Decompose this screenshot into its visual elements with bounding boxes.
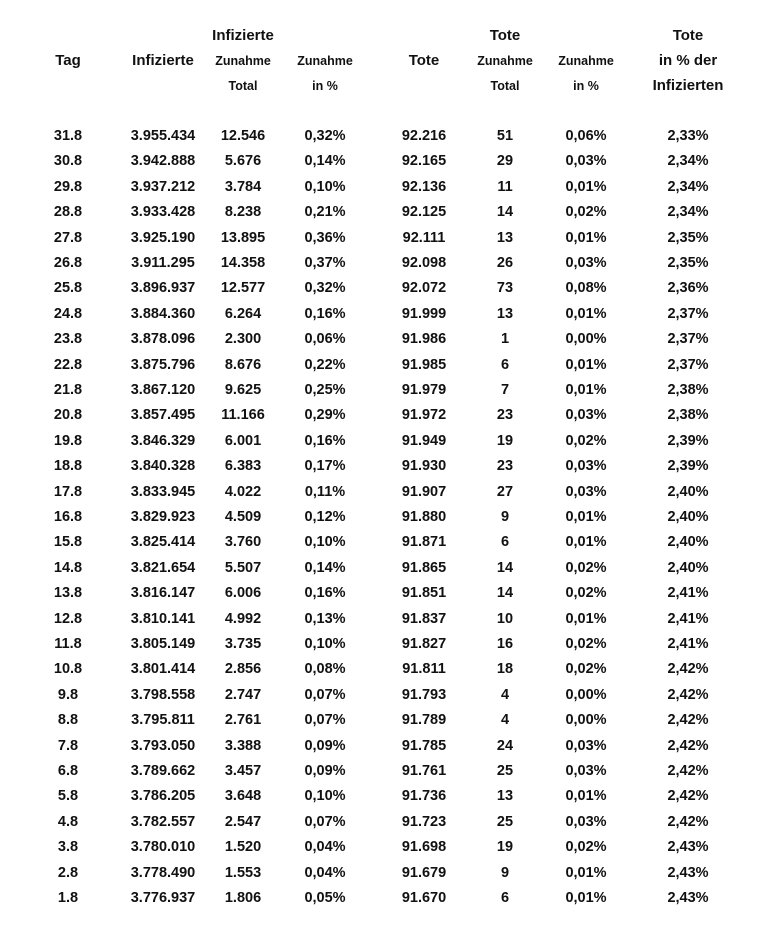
table-row	[0, 683, 774, 708]
cell-tote-zunahme-total: 29	[496, 153, 514, 170]
cell-infizierte: 3.789.662	[130, 763, 196, 779]
cell-tote-zunahme-pct: 0,01%	[565, 382, 607, 398]
cell-tote-zunahme-pct: 0,03%	[565, 737, 607, 754]
cell-tote: 91.880	[401, 509, 447, 525]
cell-tote-pct-infizierte: 2,43%	[667, 839, 709, 856]
cell-infizierte: 3.911.295	[131, 255, 195, 271]
cell-inf-zunahme-pct: 0,07%	[304, 686, 346, 703]
cell-tote-zunahme-pct: 0,02%	[565, 559, 607, 576]
cell-tote-zunahme-total: 14	[496, 559, 514, 576]
cell-tote-zunahme-total: 23	[496, 407, 514, 424]
cell-tote-zunahme-total: 19	[496, 432, 514, 449]
cell-tag: 26.8	[53, 255, 83, 271]
cell-tote-zunahme-total: 26	[496, 255, 514, 271]
header-tote-group: Tote	[489, 27, 521, 44]
cell-tote-zunahme-pct: 0,01%	[565, 610, 607, 627]
cell-tote-zunahme-pct: 0,02%	[565, 432, 607, 449]
cell-tote: 92.111	[402, 229, 446, 246]
cell-tag: 12.8	[53, 610, 83, 627]
cell-inf-zunahme-total: 2.761	[224, 712, 262, 729]
cell-tote-zunahme-pct: 0,02%	[565, 585, 607, 602]
cell-inf-zunahme-total: 2.747	[224, 686, 262, 703]
cell-tote-zunahme-total: 6	[500, 534, 510, 551]
table-row	[0, 759, 774, 784]
cell-inf-zunahme-total: 3.457	[224, 763, 262, 779]
cell-infizierte: 3.795.811	[131, 712, 195, 729]
cell-tote-zunahme-total: 23	[496, 458, 514, 475]
cell-inf-zunahme-pct: 0,32%	[304, 280, 346, 297]
cell-tote: 92.125	[401, 204, 447, 221]
cell-tote-zunahme-pct: 0,01%	[565, 305, 607, 322]
cell-infizierte: 3.816.147	[130, 585, 196, 602]
table-row	[0, 200, 774, 225]
cell-tote-zunahme-pct: 0,03%	[565, 763, 607, 779]
cell-inf-zunahme-pct: 0,08%	[304, 661, 346, 678]
cell-tote-zunahme-total: 13	[496, 788, 514, 805]
cell-tag: 1.8	[57, 890, 79, 906]
cell-tote-zunahme-total: 9	[500, 864, 510, 881]
cell-inf-zunahme-total: 4.509	[224, 509, 262, 525]
cell-infizierte: 3.793.050	[130, 737, 196, 754]
table-row	[0, 480, 774, 505]
cell-tote-zunahme-total: 18	[496, 661, 514, 678]
cell-inf-zunahme-total: 4.022	[224, 483, 262, 500]
cell-tag: 5.8	[57, 788, 79, 805]
cell-tote-pct-infizierte: 2,34%	[667, 204, 709, 221]
cell-inf-zunahme-total: 1.553	[224, 864, 262, 881]
table-row	[0, 810, 774, 835]
cell-tote-zunahme-pct: 0,01%	[565, 178, 607, 195]
cell-tote-pct-infizierte: 2,37%	[667, 356, 709, 373]
cell-tote: 91.985	[401, 356, 447, 373]
cell-infizierte: 3.805.149	[130, 636, 196, 652]
cell-infizierte: 3.829.923	[130, 509, 196, 525]
cell-inf-zunahme-total: 13.895	[220, 229, 266, 246]
cell-tote-pct-infizierte: 2,42%	[667, 661, 709, 678]
cell-inf-zunahme-total: 1.806	[224, 890, 262, 906]
cell-tote-zunahme-total: 24	[496, 737, 514, 754]
cell-infizierte: 3.937.212	[130, 178, 196, 195]
cell-infizierte: 3.776.937	[130, 890, 196, 906]
cell-tote-pct-infizierte: 2,42%	[667, 712, 709, 729]
cell-inf-zunahme-pct: 0,09%	[304, 737, 346, 754]
cell-tote-zunahme-total: 25	[496, 813, 514, 830]
cell-tote-zunahme-total: 1	[500, 331, 510, 348]
cell-tag: 17.8	[53, 483, 83, 500]
cell-tag: 7.8	[57, 737, 79, 754]
cell-infizierte: 3.821.654	[130, 559, 196, 576]
cell-tote-pct-infizierte: 2,43%	[667, 864, 709, 881]
table-row	[0, 835, 774, 860]
cell-inf-zunahme-total: 6.006	[224, 585, 262, 602]
cell-infizierte: 3.786.205	[130, 788, 196, 805]
cell-inf-zunahme-pct: 0,32%	[304, 128, 346, 144]
table-row	[0, 251, 774, 276]
cell-inf-zunahme-pct: 0,36%	[304, 229, 346, 246]
cell-inf-zunahme-pct: 0,10%	[304, 636, 346, 652]
cell-tote-zunahme-pct: 0,02%	[565, 839, 607, 856]
header-tote-zunahme-total-2: Total	[490, 79, 520, 93]
cell-inf-zunahme-pct: 0,37%	[304, 255, 346, 271]
table-row	[0, 886, 774, 911]
cell-tote-zunahme-pct: 0,00%	[565, 712, 607, 729]
cell-tag: 3.8	[57, 839, 79, 856]
cell-inf-zunahme-total: 12.577	[220, 280, 266, 297]
table-row	[0, 556, 774, 581]
cell-tote: 91.865	[401, 559, 447, 576]
cell-tote: 92.165	[401, 153, 447, 170]
cell-tag: 30.8	[53, 153, 83, 170]
header-tote-zunahme-total-1: Zunahme	[477, 54, 533, 68]
cell-tote-zunahme-pct: 0,01%	[565, 534, 607, 551]
header-tag: Tag	[55, 52, 81, 69]
cell-tag: 19.8	[53, 432, 83, 449]
header-tote-pct-3: Infizierten	[652, 77, 724, 94]
cell-tote-zunahme-pct: 0,03%	[565, 407, 607, 424]
cell-tag: 15.8	[53, 534, 83, 551]
cell-inf-zunahme-pct: 0,11%	[304, 483, 346, 500]
cell-inf-zunahme-pct: 0,04%	[304, 839, 346, 856]
cell-tote: 91.979	[401, 382, 447, 398]
cell-tag: 27.8	[53, 229, 83, 246]
cell-inf-zunahme-pct: 0,17%	[304, 458, 346, 475]
cell-inf-zunahme-pct: 0,10%	[304, 788, 346, 805]
cell-tote-pct-infizierte: 2,39%	[667, 432, 709, 449]
cell-tag: 16.8	[53, 509, 83, 525]
cell-tote-zunahme-total: 6	[500, 356, 510, 373]
cell-tag: 28.8	[53, 204, 83, 221]
table-row	[0, 124, 774, 149]
cell-tag: 2.8	[57, 864, 79, 881]
cell-tote: 91.789	[401, 712, 447, 729]
cell-inf-zunahme-total: 2.300	[224, 331, 262, 348]
cell-tote: 92.098	[401, 255, 447, 271]
cell-infizierte: 3.942.888	[130, 153, 196, 170]
cell-infizierte: 3.857.495	[130, 407, 196, 424]
cell-tag: 9.8	[57, 686, 79, 703]
cell-inf-zunahme-pct: 0,21%	[304, 204, 346, 221]
cell-tote-pct-infizierte: 2,37%	[667, 331, 709, 348]
table-row	[0, 505, 774, 530]
cell-infizierte: 3.925.190	[130, 229, 196, 246]
header-inf-zunahme-total-1: Zunahme	[215, 54, 271, 68]
cell-tote-zunahme-pct: 0,01%	[565, 788, 607, 805]
cell-tote-pct-infizierte: 2,33%	[667, 128, 709, 144]
cell-inf-zunahme-pct: 0,14%	[304, 559, 346, 576]
table-row	[0, 530, 774, 555]
cell-tag: 29.8	[53, 178, 83, 195]
cell-infizierte: 3.825.414	[130, 534, 196, 551]
cell-inf-zunahme-pct: 0,07%	[304, 712, 346, 729]
cell-tote-zunahme-total: 4	[500, 686, 510, 703]
cell-inf-zunahme-total: 3.784	[224, 178, 262, 195]
cell-tote-zunahme-pct: 0,01%	[565, 509, 607, 525]
cell-tote: 91.827	[401, 636, 447, 652]
cell-tag: 14.8	[53, 559, 83, 576]
cell-inf-zunahme-pct: 0,16%	[304, 432, 346, 449]
cell-inf-zunahme-total: 3.648	[224, 788, 262, 805]
cell-tote-zunahme-total: 27	[496, 483, 514, 500]
table-row	[0, 175, 774, 200]
cell-inf-zunahme-pct: 0,07%	[304, 813, 346, 830]
cell-inf-zunahme-total: 3.735	[224, 636, 262, 652]
cell-tote: 91.736	[401, 788, 447, 805]
table-row	[0, 708, 774, 733]
cell-tote-zunahme-total: 11	[497, 178, 513, 195]
cell-inf-zunahme-total: 12.546	[220, 128, 266, 144]
cell-inf-zunahme-total: 5.507	[224, 559, 262, 576]
cell-tote-pct-infizierte: 2,43%	[667, 890, 709, 906]
table-row	[0, 276, 774, 301]
cell-infizierte: 3.955.434	[130, 128, 196, 144]
cell-inf-zunahme-pct: 0,06%	[304, 331, 346, 348]
cell-tote-zunahme-pct: 0,02%	[565, 204, 607, 221]
cell-inf-zunahme-total: 4.992	[224, 610, 262, 627]
cell-inf-zunahme-total: 2.856	[224, 661, 262, 678]
cell-inf-zunahme-total: 3.760	[224, 534, 262, 551]
cell-tote-zunahme-pct: 0,01%	[565, 356, 607, 373]
cell-inf-zunahme-total: 2.547	[224, 813, 262, 830]
cell-inf-zunahme-total: 8.676	[224, 356, 262, 373]
cell-inf-zunahme-total: 6.383	[224, 458, 262, 475]
cell-tote: 91.837	[401, 610, 447, 627]
cell-tote-zunahme-pct: 0,03%	[565, 255, 607, 271]
cell-tote-zunahme-pct: 0,02%	[565, 636, 607, 652]
cell-inf-zunahme-pct: 0,12%	[304, 509, 346, 525]
cell-infizierte: 3.846.329	[130, 432, 196, 449]
cell-tote-zunahme-pct: 0,03%	[565, 813, 607, 830]
cell-infizierte: 3.833.945	[130, 483, 196, 500]
cell-tag: 11.8	[54, 636, 82, 652]
table-row	[0, 403, 774, 428]
cell-tote-pct-infizierte: 2,38%	[667, 407, 709, 424]
cell-tote-zunahme-pct: 0,06%	[565, 128, 607, 144]
cell-infizierte: 3.780.010	[130, 839, 196, 856]
cell-tote: 91.793	[401, 686, 447, 703]
header-tote: Tote	[408, 52, 440, 69]
cell-tag: 8.8	[57, 712, 79, 729]
cell-infizierte: 3.840.328	[130, 458, 196, 475]
cell-tote-pct-infizierte: 2,41%	[667, 610, 709, 627]
cell-inf-zunahme-total: 11.166	[221, 407, 265, 424]
cell-tote-zunahme-pct: 0,01%	[565, 864, 607, 881]
cell-tote-pct-infizierte: 2,35%	[667, 255, 709, 271]
table-row	[0, 454, 774, 479]
cell-tote: 91.811	[402, 661, 446, 678]
cell-inf-zunahme-total: 5.676	[224, 153, 262, 170]
cell-tote-zunahme-total: 7	[500, 382, 510, 398]
table-row	[0, 226, 774, 251]
cell-tag: 4.8	[57, 813, 79, 830]
cell-inf-zunahme-pct: 0,14%	[304, 153, 346, 170]
table-row	[0, 149, 774, 174]
cell-tote-pct-infizierte: 2,34%	[667, 178, 709, 195]
header-infizierte: Infizierte	[132, 52, 194, 69]
cell-tote-zunahme-total: 6	[500, 890, 510, 906]
cell-tote-pct-infizierte: 2,42%	[667, 788, 709, 805]
cell-tote-pct-infizierte: 2,38%	[667, 382, 709, 398]
cell-tote-zunahme-total: 16	[496, 636, 514, 652]
table-row	[0, 302, 774, 327]
cell-tag: 31.8	[53, 128, 83, 144]
cell-tote: 91.986	[401, 331, 447, 348]
cell-infizierte: 3.798.558	[130, 686, 196, 703]
cell-inf-zunahme-pct: 0,16%	[304, 585, 346, 602]
cell-infizierte: 3.801.414	[130, 661, 196, 678]
cell-tote-pct-infizierte: 2,40%	[667, 534, 709, 551]
cell-infizierte: 3.896.937	[130, 280, 196, 297]
cell-inf-zunahme-total: 6.264	[224, 305, 262, 322]
cell-tote-pct-infizierte: 2,36%	[667, 280, 709, 297]
cell-tote-zunahme-total: 25	[496, 763, 514, 779]
cell-tote-zunahme-total: 13	[496, 229, 514, 246]
cell-tag: 21.8	[53, 382, 83, 398]
cell-infizierte: 3.878.096	[130, 331, 196, 348]
cell-tote: 91.871	[401, 534, 447, 551]
cell-tote-zunahme-pct: 0,00%	[565, 686, 607, 703]
cell-tag: 25.8	[53, 280, 83, 297]
cell-inf-zunahme-total: 9.625	[224, 382, 262, 398]
cell-tote-zunahme-total: 13	[496, 305, 514, 322]
cell-tote: 91.761	[401, 763, 447, 779]
cell-tote-pct-infizierte: 2,35%	[667, 229, 709, 246]
header-inf-zunahme-pct-2: in %	[312, 79, 338, 93]
cell-inf-zunahme-pct: 0,25%	[304, 382, 346, 398]
cell-tag: 6.8	[57, 763, 79, 779]
cell-tote-pct-infizierte: 2,42%	[667, 763, 709, 779]
cell-tote: 91.999	[401, 305, 447, 322]
header-tote-zunahme-pct-1: Zunahme	[558, 54, 614, 68]
cell-tote-pct-infizierte: 2,34%	[667, 153, 709, 170]
table-row	[0, 657, 774, 682]
header-inf-zunahme-total-2: Total	[228, 79, 258, 93]
cell-tote-zunahme-pct: 0,03%	[565, 458, 607, 475]
table-row	[0, 429, 774, 454]
cell-tote-zunahme-total: 4	[500, 712, 510, 729]
header-tote-zunahme-pct-2: in %	[573, 79, 599, 93]
cell-tote-zunahme-pct: 0,01%	[565, 890, 607, 906]
cell-tote: 92.216	[401, 128, 447, 144]
cell-inf-zunahme-total: 1.520	[224, 839, 262, 856]
cell-tote-pct-infizierte: 2,40%	[667, 509, 709, 525]
cell-inf-zunahme-pct: 0,05%	[304, 890, 346, 906]
cell-tag: 10.8	[53, 661, 83, 678]
cell-tote-zunahme-total: 14	[496, 204, 514, 221]
cell-tote-pct-infizierte: 2,42%	[667, 737, 709, 754]
cell-tote-zunahme-total: 14	[496, 585, 514, 602]
cell-infizierte: 3.782.557	[130, 813, 196, 830]
cell-tag: 13.8	[53, 585, 83, 602]
table-row	[0, 632, 774, 657]
cell-tote-pct-infizierte: 2,40%	[667, 559, 709, 576]
cell-tote-zunahme-total: 73	[496, 280, 514, 297]
header-infizierte-group: Infizierte	[212, 27, 274, 44]
header-inf-zunahme-pct-1: Zunahme	[297, 54, 353, 68]
cell-inf-zunahme-total: 3.388	[224, 737, 262, 754]
table-row	[0, 353, 774, 378]
cell-infizierte: 3.875.796	[130, 356, 196, 373]
cell-tote: 91.851	[401, 585, 447, 602]
cell-tote: 91.907	[401, 483, 447, 500]
cell-tote-pct-infizierte: 2,41%	[667, 585, 709, 602]
cell-inf-zunahme-pct: 0,04%	[304, 864, 346, 881]
cell-tote-pct-infizierte: 2,42%	[667, 813, 709, 830]
cell-tote-pct-infizierte: 2,37%	[667, 305, 709, 322]
cell-inf-zunahme-total: 14.358	[220, 255, 266, 271]
cell-tote: 91.785	[401, 737, 447, 754]
cell-inf-zunahme-pct: 0,10%	[304, 534, 346, 551]
cell-inf-zunahme-total: 6.001	[224, 432, 262, 449]
cell-tote: 91.930	[401, 458, 447, 475]
table-row	[0, 784, 774, 809]
cell-tag: 23.8	[53, 331, 83, 348]
cell-tote-pct-infizierte: 2,39%	[667, 458, 709, 475]
cell-tote-zunahme-total: 19	[496, 839, 514, 856]
cell-tote: 91.670	[401, 890, 447, 906]
cell-tote: 91.698	[401, 839, 447, 856]
cell-tag: 24.8	[53, 305, 83, 322]
cell-tote-zunahme-pct: 0,03%	[565, 153, 607, 170]
cell-tote: 91.972	[401, 407, 447, 424]
table-row	[0, 378, 774, 403]
cell-tote-zunahme-pct: 0,02%	[565, 661, 607, 678]
cell-infizierte: 3.867.120	[130, 382, 196, 398]
cell-tote-zunahme-pct: 0,03%	[565, 483, 607, 500]
cell-tote-zunahme-total: 9	[500, 509, 510, 525]
cell-tote-zunahme-pct: 0,08%	[565, 280, 607, 297]
cell-tote: 92.072	[401, 280, 447, 297]
table-row	[0, 607, 774, 632]
table-row	[0, 327, 774, 352]
cell-tote: 91.723	[401, 813, 447, 830]
cell-tote-pct-infizierte: 2,42%	[667, 686, 709, 703]
cell-inf-zunahme-pct: 0,16%	[304, 305, 346, 322]
cell-tag: 18.8	[53, 458, 83, 475]
cell-tote-zunahme-pct: 0,00%	[565, 331, 607, 348]
cell-inf-zunahme-pct: 0,29%	[304, 407, 346, 424]
cell-infizierte: 3.933.428	[130, 204, 196, 221]
cell-tote-zunahme-pct: 0,01%	[565, 229, 607, 246]
cell-inf-zunahme-total: 8.238	[224, 204, 262, 221]
cell-tote-pct-infizierte: 2,40%	[667, 483, 709, 500]
header-tote-pct-1: Tote	[672, 27, 704, 44]
cell-tag: 22.8	[53, 356, 83, 373]
cell-tag: 20.8	[53, 407, 83, 424]
table-row	[0, 861, 774, 886]
cell-tote-zunahme-total: 10	[496, 610, 514, 627]
table-row	[0, 734, 774, 759]
cell-inf-zunahme-pct: 0,13%	[304, 610, 346, 627]
cell-infizierte: 3.884.360	[130, 305, 196, 322]
table-row	[0, 581, 774, 606]
cell-tote-pct-infizierte: 2,41%	[667, 636, 709, 652]
cell-tote: 92.136	[401, 178, 447, 195]
cell-tote: 91.679	[401, 864, 447, 881]
cell-infizierte: 3.810.141	[130, 610, 196, 627]
cell-inf-zunahme-pct: 0,22%	[304, 356, 346, 373]
cell-inf-zunahme-pct: 0,09%	[304, 763, 346, 779]
cell-tote-zunahme-total: 51	[496, 128, 514, 144]
cell-inf-zunahme-pct: 0,10%	[304, 178, 346, 195]
cell-infizierte: 3.778.490	[130, 864, 196, 881]
header-tote-pct-2: in % der	[658, 52, 718, 69]
cell-tote: 91.949	[401, 432, 447, 449]
